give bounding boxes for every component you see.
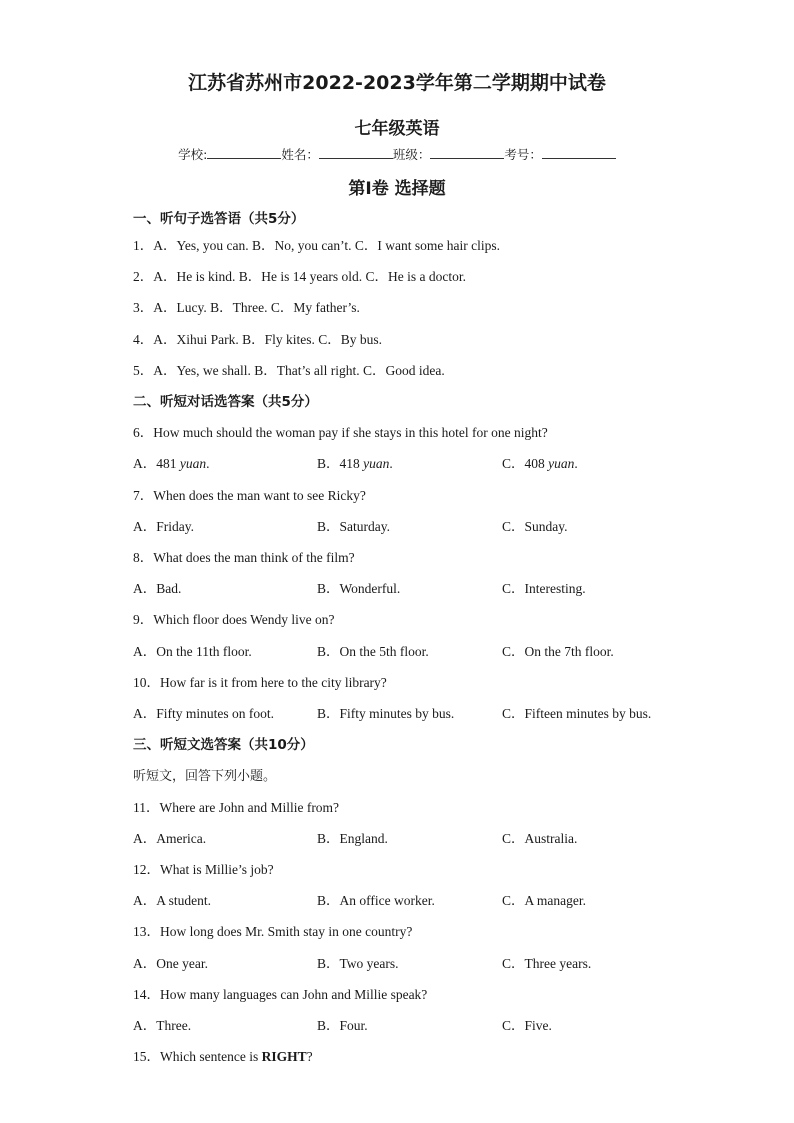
option-b: B．England. <box>317 831 388 846</box>
part-title: 第Ⅰ卷 选择题 <box>348 179 446 199</box>
emphasis-text: RIGHT <box>261 1049 307 1064</box>
option-a: A．A student. <box>133 893 212 908</box>
option-b: B．Wonderful. <box>317 581 401 596</box>
question-stem: 7．When does the man want to see Ricky? <box>133 488 366 503</box>
question-stem: 15．Which sentence is RIGHT? <box>133 1049 313 1064</box>
option-b: B．Four. <box>317 1018 368 1033</box>
school-blank <box>207 146 281 159</box>
section-title: 二、听短对话选答案（共5分） <box>133 394 318 410</box>
option-a: A．America. <box>133 831 207 846</box>
option-a: A．Bad. <box>133 581 182 596</box>
option-c: C．408 yuan. <box>502 456 578 471</box>
question-stem: 11．Where are John and Millie from? <box>133 800 340 815</box>
class-blank <box>430 146 504 159</box>
section-title: 一、听句子选答语（共5分） <box>133 211 305 227</box>
option-a: A．One year. <box>133 956 208 971</box>
option-c: C．Australia. <box>502 831 578 846</box>
exam-subtitle: 七年级英语 <box>354 119 440 139</box>
option-b: B．418 yuan. <box>317 456 393 471</box>
name-label: 姓名： <box>281 147 319 162</box>
student-info-line <box>0 145 794 163</box>
id-label: 考号： <box>504 147 542 162</box>
option-c: C．Sunday. <box>502 519 568 534</box>
option-b: B．Fifty minutes by bus. <box>317 706 455 721</box>
question-stem: 9．Which floor does Wendy live on? <box>133 612 335 627</box>
school-label: 学校: <box>178 147 208 162</box>
unit-text: yuan <box>363 456 390 471</box>
option-a: A．Friday. <box>133 519 194 534</box>
class-label: 班级： <box>392 147 431 162</box>
option-c: C．Interesting. <box>502 581 586 596</box>
question-stem: 10．How far is it from here to the city library? <box>133 675 387 690</box>
question-5: 5．A．Yes, we shall. B．That’s all right. C．Good idea. <box>133 363 445 378</box>
option-b: B．On the 5th floor. <box>317 644 429 659</box>
section-title: 三、听短文选答案（共10分） <box>133 737 314 753</box>
option-c: C．On the 7th floor. <box>502 644 614 659</box>
question-2: 2．A．He is kind. B．He is 14 years old. C．He is a doctor. <box>133 269 466 284</box>
option-c: C．Five. <box>502 1018 552 1033</box>
unit-text: yuan <box>548 456 575 471</box>
question-1: 1．A．Yes, you can. B．No, you can’t. C．I want some hair clips. <box>133 238 500 253</box>
unit-text: yuan <box>179 456 207 471</box>
section-instruction: 听短文，回答下列小题。 <box>133 769 277 784</box>
question-stem: 8．What does the man think of the film? <box>133 550 355 565</box>
option-b: B．Two years. <box>317 956 399 971</box>
exam-title: 江苏省苏州市2022-2023学年第二学期期中试卷 <box>188 72 606 94</box>
option-c: C．Three years. <box>502 956 592 971</box>
option-b: B．Saturday. <box>317 519 390 534</box>
question-stem: 6．How much should the woman pay if she stays in this hotel for one night? <box>133 425 548 440</box>
option-a: A．On the 11th floor. <box>133 644 252 659</box>
option-a: A．Fifty minutes on foot. <box>133 706 274 721</box>
question-3: 3．A．Lucy. B．Three. C．My father’s. <box>133 300 360 315</box>
question-stem: 12．What is Millie’s job? <box>133 862 274 877</box>
option-c: C．A manager. <box>502 893 586 908</box>
question-4: 4．A．Xihui Park. B．Fly kites. C．By bus. <box>133 332 383 347</box>
option-c: C．Fifteen minutes by bus. <box>502 706 652 721</box>
option-a: A．481 yuan. <box>133 456 210 471</box>
question-stem: 13．How long does Mr. Smith stay in one country? <box>133 924 413 939</box>
id-blank <box>542 146 616 159</box>
option-a: A．Three. <box>133 1018 192 1033</box>
name-blank <box>319 146 393 159</box>
question-stem: 14．How many languages can John and Millie speak? <box>133 987 428 1002</box>
option-b: B．An office worker. <box>317 893 435 908</box>
